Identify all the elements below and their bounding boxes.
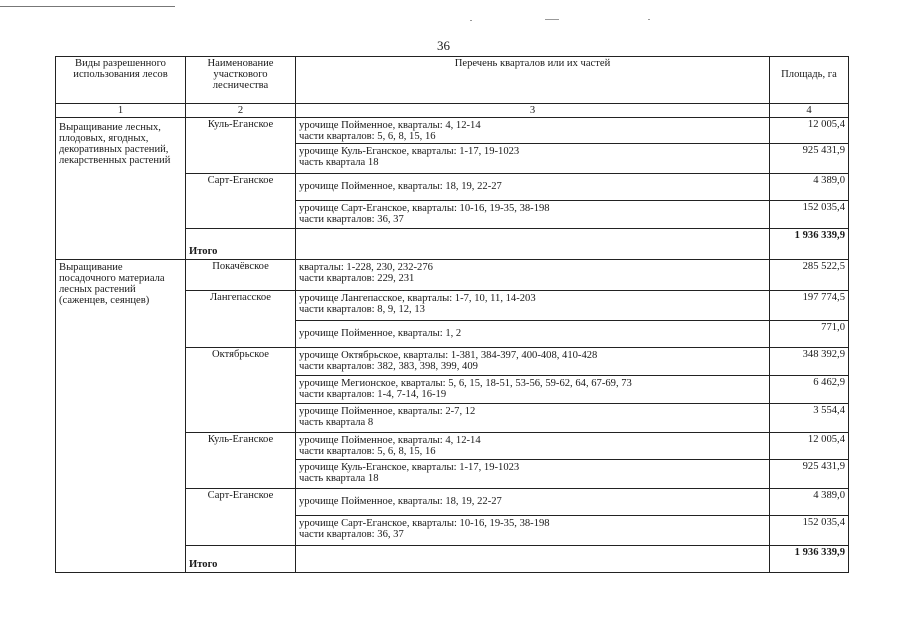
column-number: 4	[770, 104, 849, 118]
quarters-cell	[296, 201, 770, 229]
area-cell: 4 389,0	[770, 489, 849, 516]
quarters-line: части кварталов: 36, 37	[299, 529, 404, 540]
top-rule	[0, 6, 175, 7]
quarters-line: части кварталов: 5, 6, 8, 15, 16	[299, 446, 436, 457]
forestry-name-cell: Лангепасское	[186, 291, 296, 348]
area-cell: 285 522,5	[770, 260, 849, 291]
quarters-cell	[296, 118, 770, 144]
quarters-line: часть квартала 8	[299, 417, 374, 428]
header-forestry: Наименование участкового лесничества	[186, 57, 296, 104]
quarters-cell	[296, 516, 770, 546]
total-label: Итого	[186, 229, 296, 260]
area-cell: 925 431,9	[770, 144, 849, 174]
quarters-line: урочище Куль-Еганское, кварталы: 1-17, 19-1023	[299, 146, 520, 157]
quarters-line: части кварталов: 1-4, 7-14, 16-19	[299, 389, 447, 400]
forestry-name-cell: Сарт-Еганское	[186, 489, 296, 546]
area-cell: 12 005,4	[770, 118, 849, 144]
total-area: 1 936 339,9	[770, 546, 849, 573]
quarters-line: части кварталов: 229, 231	[299, 273, 415, 284]
quarters-line: части кварталов: 382, 383, 398, 399, 409	[299, 361, 478, 372]
forestry-name-cell: Октябрьское	[186, 348, 296, 433]
quarters-line: части кварталов: 8, 9, 12, 13	[299, 304, 425, 315]
forest-use-table	[55, 56, 849, 573]
quarters-cell	[296, 260, 770, 291]
quarters-line: часть квартала 18	[299, 157, 379, 168]
quarters-line: урочище Куль-Еганское, кварталы: 1-17, 19-1023	[299, 462, 520, 473]
quarters-line: урочище Пойменное, кварталы: 18, 19, 22-27	[299, 181, 502, 192]
quarters-line: кварталы: 1-228, 230, 232-276	[299, 262, 433, 273]
table-row	[56, 260, 849, 291]
use-type-cell: Выращивание посадочного материала лесных растений (саженцев, сеянцев)	[56, 260, 186, 573]
use-type-cell: Выращивание лесных, плодовых, ягодных, декоративных растений, лекарственных растений	[56, 118, 186, 260]
scan-speck	[545, 19, 559, 20]
header-quarters: Перечень кварталов или их частей	[296, 57, 770, 104]
quarters-cell	[296, 433, 770, 460]
area-cell: 3 554,4	[770, 404, 849, 433]
forestry-name-cell: Куль-Еганское	[186, 118, 296, 174]
quarters-cell	[296, 174, 770, 201]
area-cell: 12 005,4	[770, 433, 849, 460]
area-cell: 152 035,4	[770, 201, 849, 229]
quarters-line: урочище Лангепасское, кварталы: 1-7, 10, 11, 14-203	[299, 293, 536, 304]
area-cell: 6 462,9	[770, 376, 849, 404]
area-cell: 348 392,9	[770, 348, 849, 376]
quarters-line: урочище Пойменное, кварталы: 1, 2	[299, 328, 462, 339]
header-row	[56, 57, 849, 104]
column-number-row	[56, 104, 849, 118]
forestry-name-cell: Покачёвское	[186, 260, 296, 291]
quarters-line: урочище Пойменное, кварталы: 2-7, 12	[299, 406, 476, 417]
quarters-line: урочище Мегионское, кварталы: 5, 6, 15, 18-51, 53-56, 59-62, 64, 67-69, 73	[299, 378, 632, 389]
quarters-line: части кварталов: 5, 6, 8, 15, 16	[299, 131, 436, 142]
quarters-line: части кварталов: 36, 37	[299, 214, 404, 225]
quarters-line: урочище Октябрьское, кварталы: 1-381, 384-397, 400-408, 410-428	[299, 350, 598, 361]
quarters-cell	[296, 291, 770, 321]
quarters-cell	[296, 489, 770, 516]
total-label: Итого	[186, 546, 296, 573]
page-number: 36	[437, 38, 450, 53]
quarters-line: урочище Пойменное, кварталы: 4, 12-14	[299, 435, 481, 446]
area-cell: 197 774,5	[770, 291, 849, 321]
quarters-line: часть квартала 18	[299, 473, 379, 484]
quarters-line: урочище Пойменное, кварталы: 18, 19, 22-27	[299, 496, 502, 507]
quarters-cell	[296, 321, 770, 348]
quarters-line: урочище Сарт-Еганское, кварталы: 10-16, 19-35, 38-198	[299, 518, 550, 529]
forestry-name-cell: Сарт-Еганское	[186, 174, 296, 229]
total-area: 1 936 339,9	[770, 229, 849, 260]
area-cell: 4 389,0	[770, 174, 849, 201]
quarters-cell	[296, 460, 770, 489]
area-cell: 152 035,4	[770, 516, 849, 546]
table-row	[56, 118, 849, 144]
forestry-name-cell: Куль-Еганское	[186, 433, 296, 489]
table-body	[56, 57, 849, 573]
quarters-cell	[296, 144, 770, 174]
quarters-line: урочище Сарт-Еганское, кварталы: 10-16, 19-35, 38-198	[299, 203, 550, 214]
total-empty-cell	[296, 229, 770, 260]
area-cell: 771,0	[770, 321, 849, 348]
quarters-cell	[296, 348, 770, 376]
header-use-type: Виды разрешенного использования лесов	[56, 57, 186, 104]
scan-speck	[648, 19, 650, 20]
total-empty-cell	[296, 546, 770, 573]
header-area: Площадь, га	[770, 57, 849, 104]
column-number: 1	[56, 104, 186, 118]
quarters-line: урочище Пойменное, кварталы: 4, 12-14	[299, 120, 481, 131]
area-cell: 925 431,9	[770, 460, 849, 489]
quarters-cell	[296, 404, 770, 433]
quarters-cell	[296, 376, 770, 404]
column-number: 3	[296, 104, 770, 118]
scan-speck	[470, 20, 472, 21]
column-number: 2	[186, 104, 296, 118]
